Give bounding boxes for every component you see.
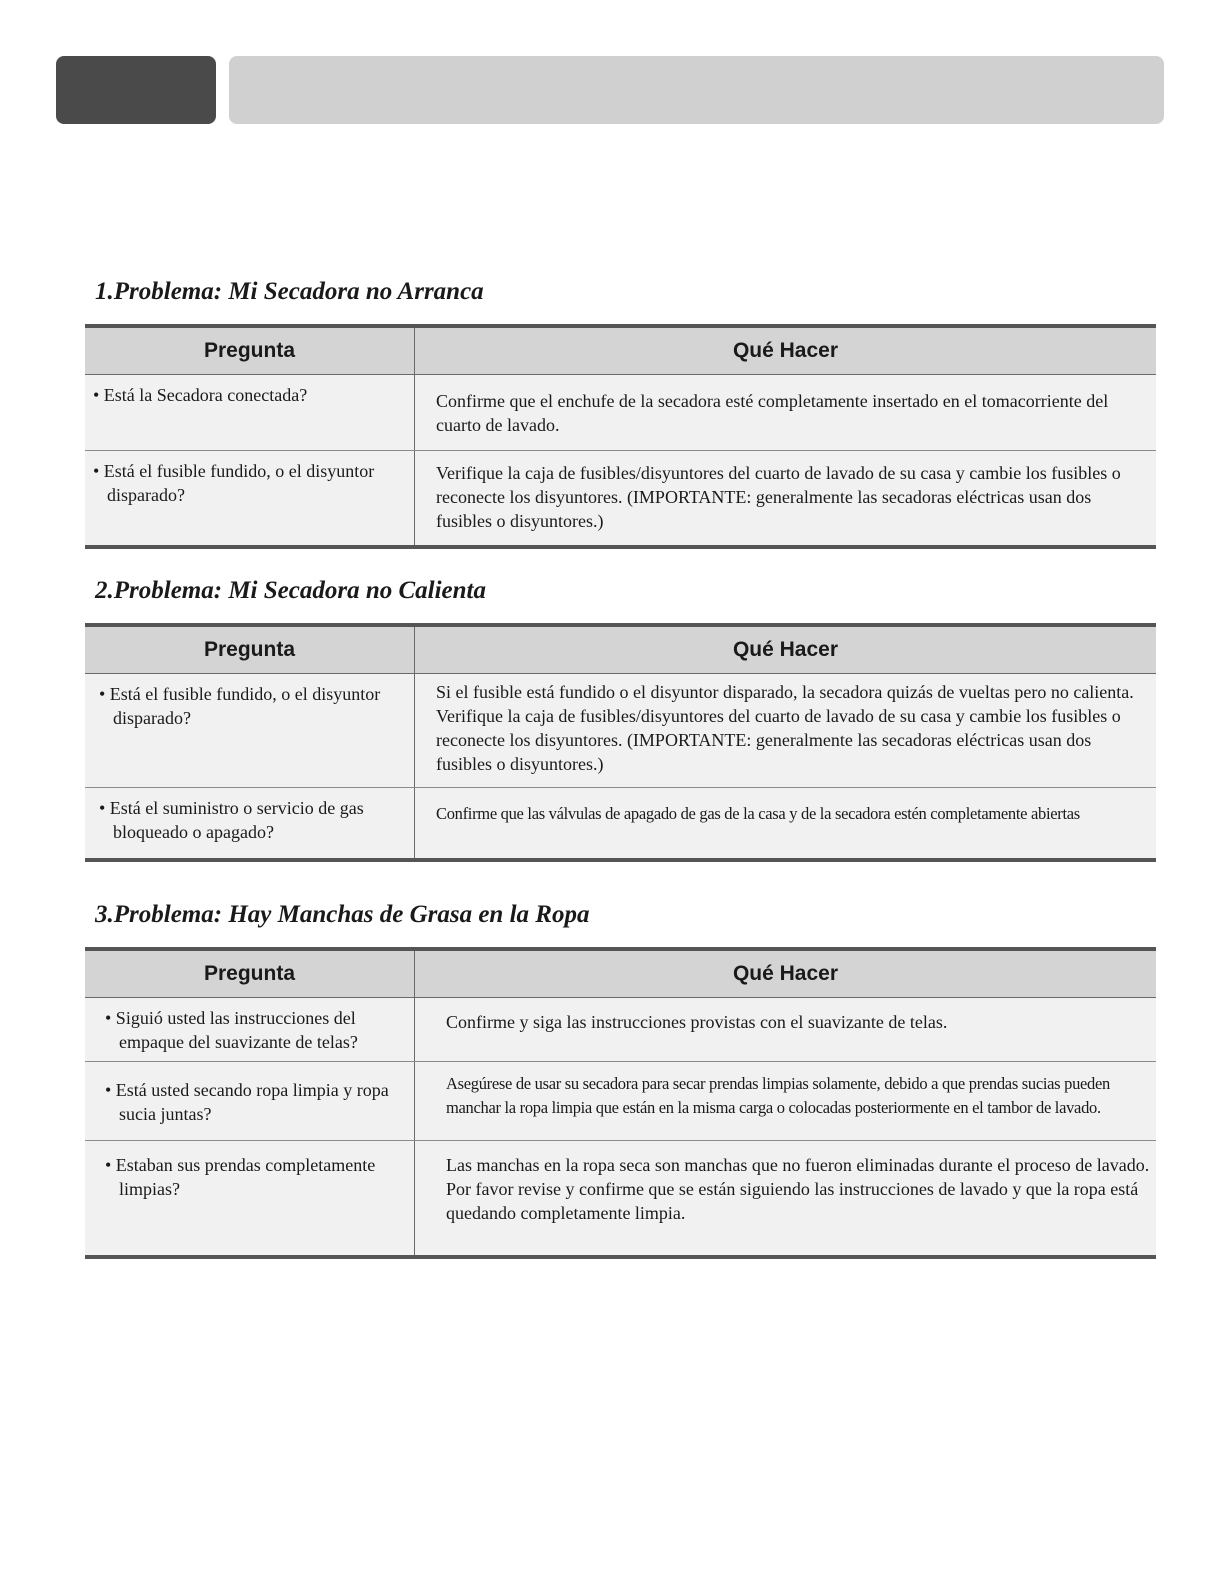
- table-header: [85, 951, 1156, 998]
- answer-cell: Confirme que las válvulas de apagado de gas de la casa y de la secadora estén completamente abiertas: [436, 804, 1080, 823]
- header-que-hacer: Qué Hacer: [732, 962, 839, 985]
- header-que-hacer: Qué Hacer: [732, 638, 839, 661]
- table-row: [85, 1062, 1156, 1141]
- question-cell: • Está la Secadora conectada?: [85, 375, 415, 450]
- table-header: [85, 328, 1156, 375]
- table-row: [85, 1141, 1156, 1255]
- question-cell: • Siguió usted las instrucciones del empaque del suavizante de telas?: [85, 998, 415, 1061]
- table-row: [85, 375, 1156, 451]
- question-cell: • Está el fusible fundido, o el disyuntor disparado?: [85, 451, 415, 545]
- header-pregunta: Pregunta: [85, 627, 415, 673]
- answer-cell: Confirme y siga las instrucciones provistas con el suavizante de telas.: [446, 1012, 948, 1032]
- table-row: [85, 998, 1156, 1062]
- header-pregunta: Pregunta: [85, 951, 415, 997]
- answer-cell: Las manchas en la ropa seca son manchas que no fueron eliminadas durante el proceso de lavado. Por favor revise y confirme que se están siguiendo las instrucciones de lavado y que la ropa está quedando completamente limpia.: [446, 1155, 1150, 1223]
- header-bar: [229, 56, 1164, 124]
- table-row: [85, 788, 1156, 858]
- answer-cell: Si el fusible está fundido o el disyuntor disparado, la secadora quizás de vueltas pero no calienta. Verifique la caja de fusibles/disyuntores del cuarto de lavado de su casa y cambie los fusibles o reconecte los disyuntores. (IMPORTANTE: generalmente las secadoras eléctricas usan dos fusibles o disyuntores.): [436, 682, 1134, 774]
- answer-cell: Asegúrese de usar su secadora para secar prendas limpias solamente, debido a que prendas sucias pueden manchar la ropa limpia que están en la misma carga o colocadas posteriormente en el tambor de lavado.: [446, 1074, 1110, 1117]
- table-row: [85, 451, 1156, 545]
- question-cell: • Está el suministro o servicio de gas bloqueado o apagado?: [85, 788, 415, 858]
- question-cell: • Está el fusible fundido, o el disyuntor disparado?: [85, 674, 415, 787]
- header-que-hacer: Qué Hacer: [732, 339, 839, 362]
- header-tab-dark: [56, 56, 216, 124]
- answer-cell: Confirme que el enchufe de la secadora esté completamente insertado en el tomacorriente del cuarto de lavado.: [436, 391, 1109, 435]
- answer-cell: Verifique la caja de fusibles/disyuntores del cuarto de lavado de su casa y cambie los fusibles o reconecte los disyuntores. (IMPORTANTE: generalmente las secadoras eléctricas usan dos fusibles o disyuntores.): [436, 463, 1121, 531]
- table-row: [85, 674, 1156, 788]
- table-header: [85, 627, 1156, 674]
- section-3-table: [85, 947, 1156, 1259]
- section-1-table: [85, 324, 1156, 549]
- header-pregunta: Pregunta: [85, 328, 415, 374]
- section-3-title: 3.Problema: Hay Manchas de Grasa en la Ropa: [95, 901, 590, 928]
- question-cell: • Está usted secando ropa limpia y ropa sucia juntas?: [85, 1062, 415, 1140]
- section-2-title: 2.Problema: Mi Secadora no Calienta: [95, 577, 486, 604]
- section-1-title: 1.Problema: Mi Secadora no Arranca: [95, 278, 484, 305]
- question-cell: • Estaban sus prendas completamente limpias?: [85, 1141, 415, 1255]
- section-2-table: [85, 623, 1156, 862]
